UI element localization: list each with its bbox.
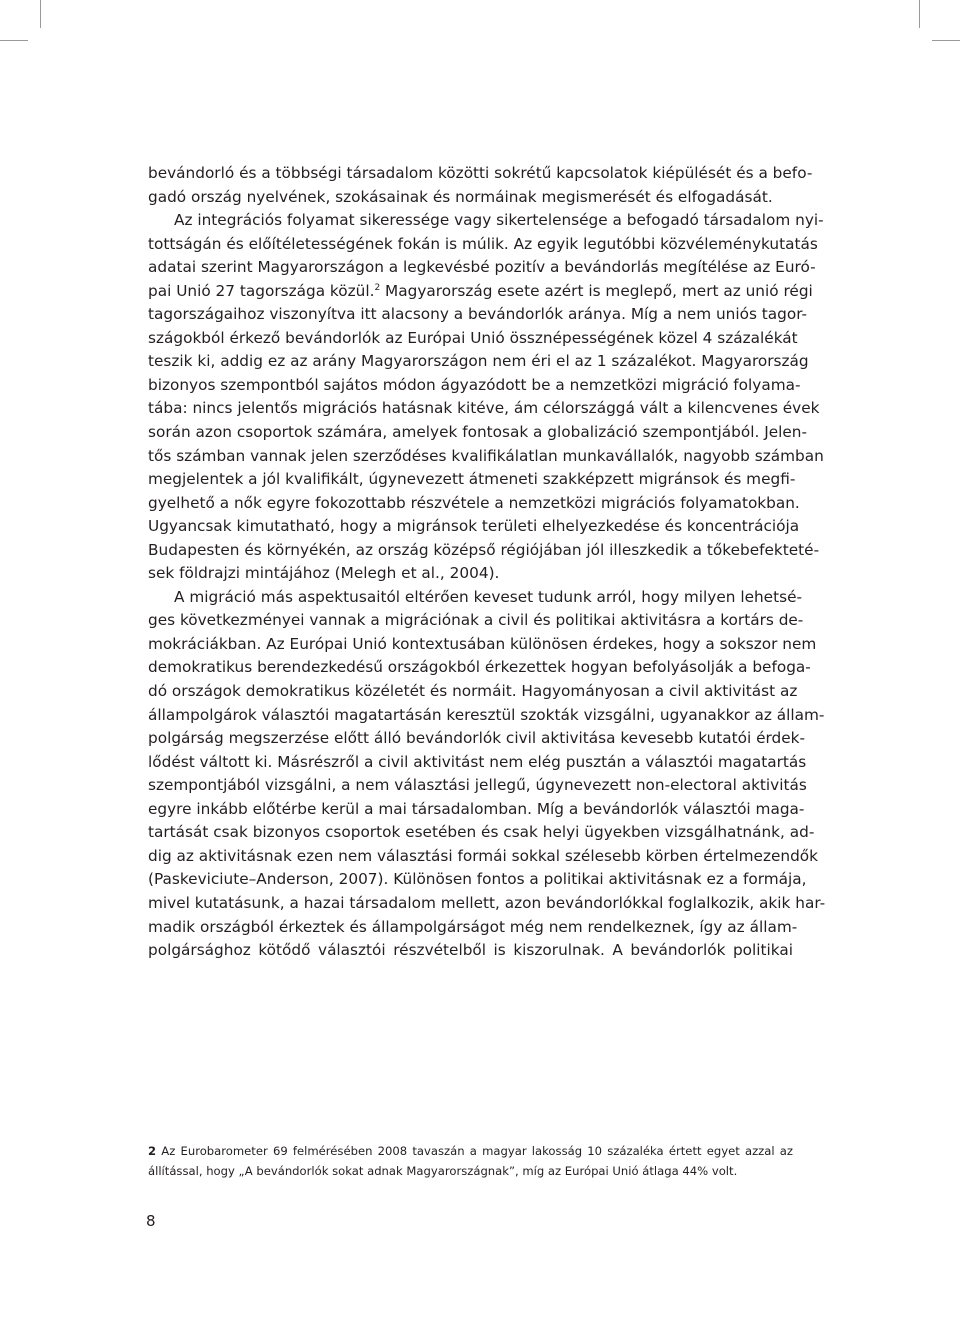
body-line: polgárság megszerzése előtt álló bevándorlók civil aktivitása kevesebb kutatói érdek-: [148, 729, 806, 748]
body-line: gyelhető a nők egyre fokozottabb részvétele a nemzetközi migrációs folyamatokban.: [148, 493, 800, 512]
body-line: szágokból érkező bevándorlók az Európai Unió össznépességének közel 4 százalékát: [148, 328, 798, 347]
body-line: demokratikus berendezkedésű országokból érkezettek hogyan befolyásolják a befoga-: [148, 658, 811, 677]
body-line: Ugyancsak kimutatható, hogy a migránsok területi elhelyezkedése és koncentrációja: [148, 517, 800, 536]
body-line: adatai szerint Magyarországon a legkevésbé pozitív a bevándorlás megítélése az Euró-: [148, 258, 816, 277]
body-line: szempontjából vizsgálni, a nem választási jellegű, úgynevezett non-electoral aktivitás: [148, 776, 807, 795]
body-line: tős számban vannak jelen szerződéses kvalifikálatlan munkavállalók, nagyobb számban: [148, 446, 824, 465]
footnote-text: Az Eurobarometer 69 felmérésében 2008 tavaszán a magyar lakosság 10 százaléka értett egyet azzal az: [156, 1144, 793, 1158]
footnote-line: [148, 1141, 793, 1161]
body-line: A migráció más aspektusaitól eltérően keveset tudunk arról, hogy milyen lehetsé-: [174, 587, 802, 606]
body-line: tottságán és előítéletességének fokán is múlik. Az egyik legutóbbi közvéleménykutatás: [148, 234, 818, 253]
body-text: [148, 162, 826, 963]
body-line: ges következményei vannak a migrációnak a civil és politikai aktivitásra a kortárs de-: [148, 611, 804, 630]
body-line: teszik ki, addig ez az arány Magyarországon nem éri el az 1 százalékot. Magyarország: [148, 352, 809, 371]
body-line: tába: nincs jelentős migrációs hatásnak kitéve, ám célországgá vált a kilencvenes évek: [148, 399, 820, 418]
body-line: állampolgárok választói magatartásán keresztül szokták vizsgálni, ugyanakkor az állam-: [148, 705, 825, 724]
crop-mark-top-right: [919, 0, 920, 28]
footnote-number: 2: [148, 1144, 157, 1158]
body-line: madik országból érkeztek és állampolgárságot még nem rendelkeznek, így az állam-: [148, 917, 798, 936]
body-line: tartását csak bizonyos csoportok esetében és csak helyi ügyekben vizsgálhatnánk, ad-: [148, 823, 815, 842]
body-line: Budapesten és környékén, az ország középső régiójában jól illeszkedik a tőkebefektеté-: [148, 540, 820, 559]
body-line: bizonyos szempontból sajátos módon ágyazódott be a nemzetközi migráció folyama-: [148, 375, 801, 394]
footnote: [148, 1141, 793, 1181]
page-number: 8: [146, 1212, 156, 1230]
crop-mark-top-right-h: [932, 40, 960, 41]
body-line-part: Magyarország esete azért is meglepő, mert az unió régi: [380, 281, 813, 300]
body-line: lődést váltott ki. Másrészről a civil aktivitást nem elég pusztán a választói magatartás: [148, 752, 807, 771]
body-line: gadó ország nyelvének, szokásainak és normáinak megismerését és elfogadását.: [148, 187, 773, 206]
body-line: megjelentek a jól kvalifikált, úgynevezett átmeneti szakképzett migránsok és megfi-: [148, 470, 796, 489]
body-line: során azon csoportok számára, amelyek fontosak a globalizáció szempontjából. Jelen-: [148, 423, 808, 442]
crop-mark-top-left-h: [0, 40, 28, 41]
body-line: sek földrajzi mintájához (Melegh et al., 2004).: [148, 564, 500, 583]
body-line: bevándorló és a többségi társadalom közötti sokrétű kapcsolatok kiépülését és a befo-: [148, 164, 813, 182]
body-line: (Paskeviciute–Anderson, 2007). Különösen fontos a politikai aktivitásnak ez a formája,: [148, 870, 807, 889]
body-line: egyre inkább előtérbe kerül a mai társadalomban. Míg a bevándorlók választói maga-: [148, 799, 805, 818]
crop-mark-top-left: [40, 0, 41, 28]
body-line: dig az aktivitásnak ezen nem választási formái sokkal szélesebb körben értelmezendők: [148, 846, 819, 865]
body-line-part: pai Unió 27 tagországa közül.: [148, 281, 375, 300]
body-line: tagországaihoz viszonyítva itt alacsony a bevándorlók aránya. Míg a nem uniós tagor-: [148, 305, 808, 324]
body-line: dó országok demokratikus közéletét és normáit. Hagyományosan a civil aktivitást az: [148, 682, 798, 701]
footnote-line: állítással, hogy „A bevándorlók sokat adnak Magyarországnak”, míg az Európai Unió átlaga 44% volt.: [148, 1164, 738, 1178]
body-line: mivel kutatásunk, a hazai társadalom mellett, azon bevándorlókkal foglalkozik, akik har-: [148, 893, 826, 912]
body-line: [148, 280, 813, 304]
body-line: mokráciákban. Az Európai Unió kontextusában különösen érdekes, hogy a sokszor nem: [148, 634, 817, 653]
body-line: Az integrációs folyamat sikeressége vagy sikertelensége a befogadó társadalom nyi-: [174, 211, 824, 230]
footnote-reference: 2: [374, 282, 381, 293]
body-line: polgársághoz kötődő választói részvételből is kiszorulnak. A bevándorlók politikai: [148, 941, 793, 960]
